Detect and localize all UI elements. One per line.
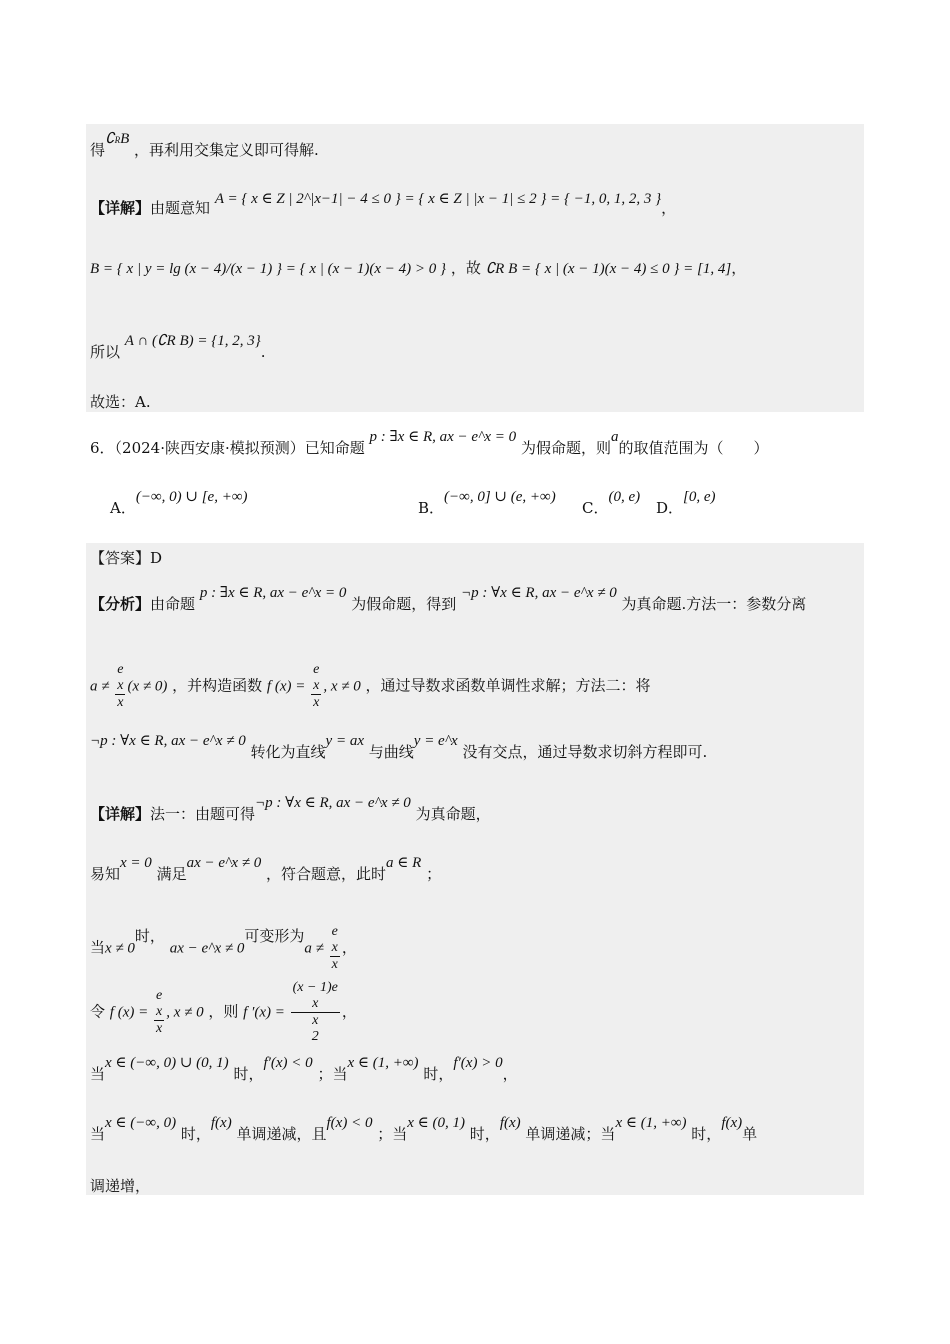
answer-label: 【答案】D <box>90 549 163 567</box>
set-b-line: B = { x | y = lg (x − 4)/(x − 1) } = { x | (x − 1)(x − 4) > 0 } ，故 ∁R B = { x | (x − 1)(x − 4) ≤ 0 } = [1, 4]， <box>90 259 747 277</box>
complement-b-formula: ∁R B = { x | (x − 1)(x − 4) ≤ 0 } = [1, 4] <box>485 261 732 277</box>
question-6: 6．（2024·陕西安康·模拟预测）已知命题 p : ∃x ∈ R, ax − e^x = 0 为假命题，则a的取值范围为（ ） <box>90 429 769 457</box>
detail-line-3: 当x ≠ 0时， ax − e^x ≠ 0可变形为a ≠ e x x ， <box>90 924 357 972</box>
analysis-line-c: ¬p : ∀x ∈ R, ax − e^x ≠ 0 转化为直线y = ax 与曲线y = e^x 没有交点，通过导数求切斜方程即可. <box>90 733 708 761</box>
option-b[interactable]: B．(−∞, 0] ∪ (e, +∞) <box>418 489 556 517</box>
detail-set-a: 【详解】由题意知 A = { x ∈ Z | 2^|x−1| − 4 ≤ 0 } = { x ∈ Z | |x − 1| ≤ 2 } = { −1, 0, 1, 2, 3 }， <box>90 191 677 217</box>
detail-line-2: 易知x = 0 满足ax − e^x ≠ 0 ，符合题意，此时a ∈ R ； <box>90 855 442 883</box>
detail-line-4: 令 f (x) = e x x , x ≠ 0 ，则 f ′(x) = (x − 1)e x x 2 ， <box>90 980 357 1044</box>
option-d[interactable]: D．[0, e) <box>656 489 716 517</box>
intersection-line: 所以 A ∩ (∁R B) = {1, 2, 3}. <box>90 333 266 361</box>
answer-a-line: 故选：A. <box>90 393 151 411</box>
proposition-p: p : ∃x ∈ R, ax − e^x = 0 <box>369 429 517 445</box>
option-a[interactable]: A．(−∞, 0) ∪ [e, +∞) <box>110 489 248 517</box>
option-c[interactable]: C．(0, e) <box>582 489 641 517</box>
analysis-line-1: 得∁RB ，再利用交集定义即可得解. <box>90 131 319 159</box>
detail-line-7: 调递增， <box>90 1177 151 1195</box>
set-a-formula: A = { x ∈ Z | 2^|x−1| − 4 ≤ 0 } = { x ∈ Z | |x − 1| ≤ 2 } = { −1, 0, 1, 2, 3 } <box>214 191 662 207</box>
analysis-line-b: a ≠ e x x (x ≠ 0) ，并构造函数 f (x) = e x x , x ≠ 0 ，通过导数求函数单调性求解；方法二：将 <box>90 662 651 710</box>
detail-line-5: 当x ∈ (−∞, 0) ∪ (0, 1) 时，f′(x) < 0 ；当x ∈ (1, +∞) 时，f′(x) > 0， <box>90 1055 518 1083</box>
set-b-formula: B = { x | y = lg (x − 4)/(x − 1) } = { x | (x − 1)(x − 4) > 0 } <box>90 261 447 277</box>
detail-line-1: 【详解】法一：由题可得¬p : ∀x ∈ R, ax − e^x ≠ 0 为真命题， <box>90 795 491 823</box>
analysis-line-a: 【分析】由命题 p : ∃x ∈ R, ax − e^x = 0 为假命题，得到 ¬p : ∀x ∈ R, ax − e^x ≠ 0 为真命题.方法一：参数分离 <box>90 585 807 613</box>
detail-line-6: 当x ∈ (−∞, 0) 时，f(x) 单调递减，且f(x) < 0 ；当x ∈ (0, 1) 时，f(x) 单调递减；当x ∈ (1, +∞) 时，f(x)单 <box>90 1115 758 1143</box>
intersection-formula: A ∩ (∁R B) = {1, 2, 3} <box>124 333 261 349</box>
